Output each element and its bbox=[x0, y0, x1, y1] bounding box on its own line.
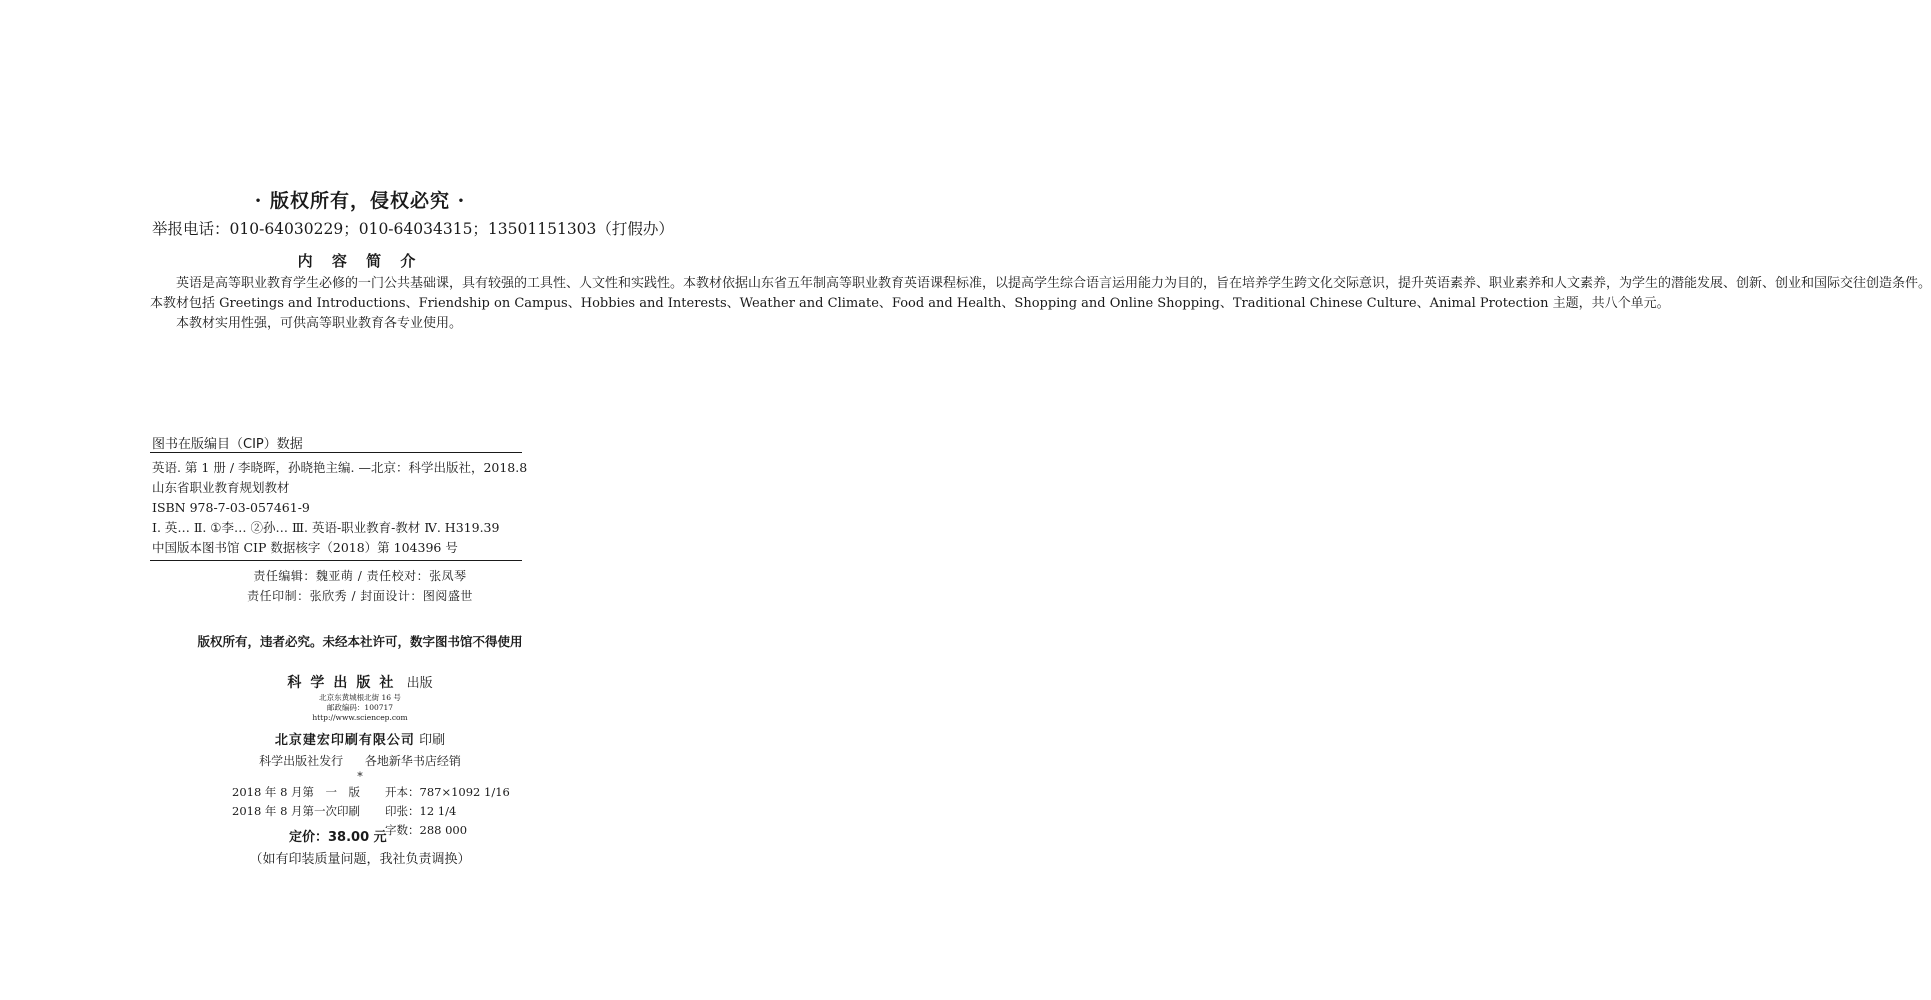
summary-paragraph-1: 英语是高等职业教育学生必修的一门公共基础课，具有较强的工具性、人文性和实践性。本教材依据山东省五年制高等职业教育英语课程标准，以提高学生综合语言运用能力为目的，旨在培养学生跨文化交际意识，提升英语素养、职业素养和人文素养，为学生的潜能发展、创新、创业和国际交往创造条件。 bbox=[176, 276, 1931, 291]
summary-paragraph-2: 本教材包括 Greetings and Introductions、Friendship on Campus、Hobbies and Interests、Weather and Climate、Food and Health、Shopping and Online Shopping、Traditional Chinese Culture、Animal Protection 主题，共八个单元。 bbox=[150, 296, 1670, 311]
summary-paragraph-3: 本教材实用性强，可供高等职业教育各专业使用。 bbox=[176, 316, 463, 331]
cip-line-series: 山东省职业教育规划教材 bbox=[152, 480, 290, 495]
words-line: 字数：288 000 bbox=[385, 823, 468, 837]
cip-line-isbn: ISBN 978-7-03-057461-9 bbox=[152, 500, 310, 515]
printer-name: 北京建宏印刷有限公司 bbox=[274, 733, 415, 748]
credits-production: 责任印制：张欣秀 / 封面设计：图阅盛世 bbox=[247, 589, 473, 603]
publisher-line bbox=[0, 672, 720, 692]
distribution-line: 科学出版社发行 各地新华书店经销 bbox=[259, 754, 461, 768]
cip-bottom-rule bbox=[150, 560, 522, 561]
cip-data bbox=[152, 458, 527, 558]
report-hotline: 举报电话：010-64030229；010-64034315；13501151303（打假办） bbox=[152, 220, 674, 238]
edition-line: 2018 年 8 月第 一 版 bbox=[232, 785, 361, 799]
sheets-line: 印张：12 1/4 bbox=[385, 804, 457, 818]
format-line: 开本：787×1092 1/16 bbox=[385, 785, 510, 799]
cip-line-record: 中国版本图书馆 CIP 数据核字（2018）第 104396 号 bbox=[152, 540, 458, 555]
format-info bbox=[385, 783, 510, 840]
edition-info bbox=[232, 783, 360, 821]
publisher-address: 北京东黄城根北街 16 号 bbox=[319, 693, 401, 702]
publisher-action: 出版 bbox=[406, 676, 433, 691]
printing-line: 2018 年 8 月第一次印刷 bbox=[232, 804, 361, 818]
summary-title: 内 容 简 介 bbox=[297, 252, 423, 270]
separator-star: * bbox=[357, 770, 363, 783]
copyright-banner: · 版权所有，侵权必究 · bbox=[254, 190, 466, 212]
summary-body bbox=[150, 274, 1931, 334]
staff-credits bbox=[0, 566, 720, 606]
rights-notice: 版权所有，违者必究。未经本社许可，数字图书馆不得使用 bbox=[197, 634, 523, 649]
cip-line-classification: Ⅰ. 英… Ⅱ. ①李… ②孙… Ⅲ. 英语-职业教育-教材 Ⅳ. H319.39 bbox=[152, 520, 500, 535]
cip-line-title: 英语. 第 1 册 / 李晓晖，孙晓艳主编. —北京：科学出版社，2018.8 bbox=[152, 460, 528, 475]
publisher-name: 科学出版社 bbox=[287, 675, 403, 691]
printer-line bbox=[0, 729, 720, 748]
cip-top-rule bbox=[150, 452, 522, 453]
publisher-address-block bbox=[0, 693, 720, 723]
quality-note: （如有印装质量问题，我社负责调换） bbox=[249, 852, 471, 867]
publisher-url: http://www.sciencep.com bbox=[312, 713, 408, 722]
credits-editors: 责任编辑：魏亚萌 / 责任校对：张凤琴 bbox=[253, 569, 467, 583]
printer-action: 印刷 bbox=[419, 733, 446, 748]
publisher-postcode: 邮政编码：100717 bbox=[326, 703, 394, 712]
price: 定价：38.00 元 bbox=[289, 830, 387, 845]
cip-title: 图书在版编目（CIP）数据 bbox=[152, 437, 303, 452]
